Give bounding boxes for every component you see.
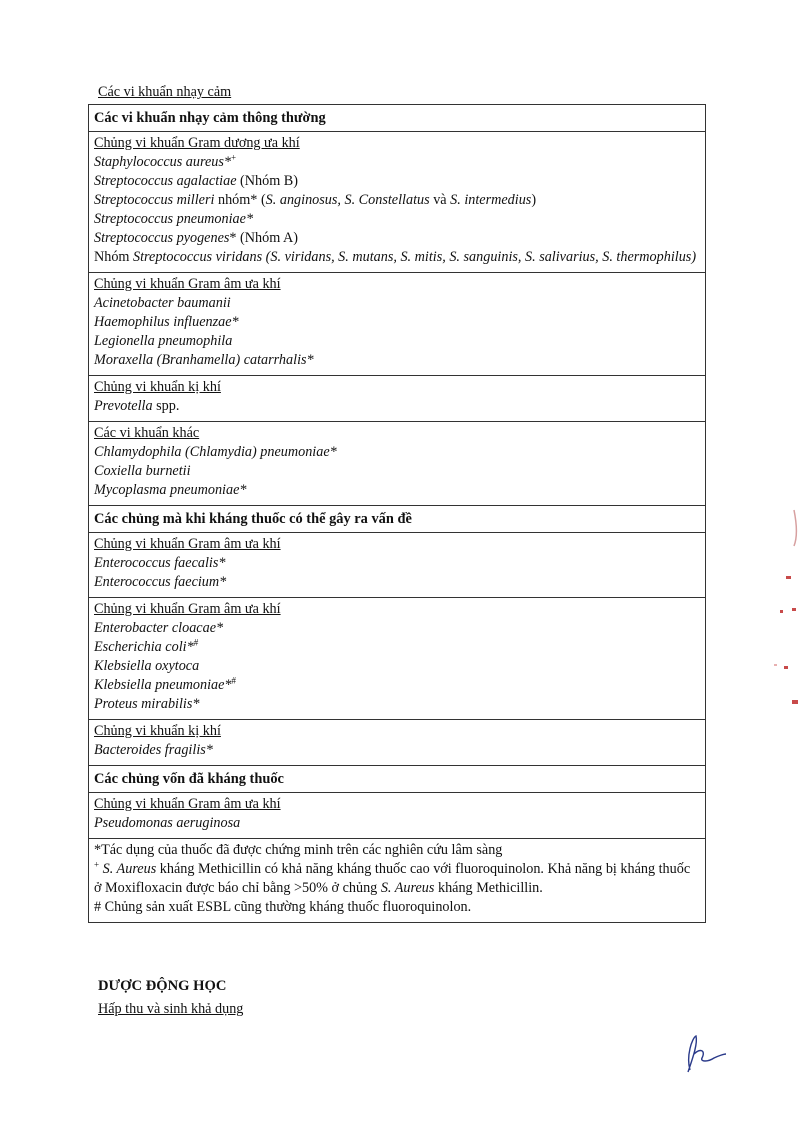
- group-cell: [89, 533, 706, 598]
- antibacterial-spectrum-table: [88, 104, 706, 923]
- footnote-efficacy: *Tác dụng của thuốc đã được chứng minh trên các nghiên cứu lâm sàng: [94, 842, 503, 858]
- group-label: Chủng vi khuẩn Gram âm ưa khí: [94, 536, 281, 552]
- table-row: [89, 422, 706, 506]
- species-item: Staphylococcus aureus*+: [94, 152, 237, 170]
- section-heading-resistant: Các chủng vốn đã kháng thuốc: [89, 766, 706, 793]
- table-caption: Các vi khuẩn nhạy cảm: [98, 84, 232, 100]
- section-heading-common: Các vi khuẩn nhạy cảm thông thường: [89, 105, 706, 132]
- species-item: Klebsiella pneumoniae*#: [94, 675, 237, 693]
- page-edge-marks: [772, 500, 800, 730]
- group-cell: [89, 376, 706, 422]
- footnote-esbl: # Chủng sản xuất ESBL cũng thường kháng thuốc fluoroquinolon.: [94, 899, 472, 915]
- species-item: Prevotella spp.: [94, 398, 180, 414]
- species-item: Chlamydophila (Chlamydia) pneumoniae*: [94, 444, 337, 460]
- table-row: [89, 793, 706, 839]
- table-row: [89, 839, 706, 923]
- group-cell: [89, 598, 706, 720]
- group-cell: [89, 720, 706, 766]
- group-label: Chủng vi khuẩn kị khí: [94, 723, 221, 739]
- group-cell: [89, 422, 706, 506]
- table-row: [89, 273, 706, 376]
- group-label: Chủng vi khuẩn Gram âm ưa khí: [94, 601, 281, 617]
- group-cell: [89, 793, 706, 839]
- group-label: Các vi khuẩn khác: [94, 425, 200, 441]
- table-row: [89, 132, 706, 273]
- subsection-title: Hấp thu và sinh khả dụng: [98, 1001, 244, 1017]
- species-item: Enterobacter cloacae*: [94, 620, 224, 636]
- species-item: Streptococcus agalactiae (Nhóm B): [94, 173, 298, 189]
- group-label: Chủng vi khuẩn Gram âm ưa khí: [94, 276, 281, 292]
- table-row: [89, 533, 706, 598]
- species-item: Klebsiella oxytoca: [94, 658, 200, 674]
- table-row: [89, 766, 706, 793]
- species-item: Enterococcus faecium*: [94, 574, 227, 590]
- species-item: Escherichia coli*#: [94, 637, 199, 655]
- table-row: [89, 506, 706, 533]
- section-heading-problem: Các chủng mà khi kháng thuốc có thể gây ra vấn đề: [89, 506, 706, 533]
- group-cell: [89, 273, 706, 376]
- table-row: [89, 720, 706, 766]
- species-item: Haemophilus influenzae*: [94, 314, 239, 330]
- species-item: Moraxella (Branhamella) catarrhalis*: [94, 352, 314, 368]
- species-item: Coxiella burnetii: [94, 463, 191, 479]
- signature-mark: [680, 1032, 728, 1076]
- species-item: Streptococcus pneumoniae*: [94, 211, 254, 227]
- species-item: Bacteroides fragilis*: [94, 742, 213, 758]
- table-row: [89, 598, 706, 720]
- footnote-mrsa: + S. Aureus kháng Methicillin có khả năng kháng thuốc cao với fluoroquinolon. Khả năng bị kháng thuốc ở Moxifloxacin được báo chỉ bằng >50% ở chủng S. Aureus kháng Methicillin.: [94, 859, 691, 896]
- species-item: Nhóm Streptococcus viridans (S. viridans, S. mutans, S. mitis, S. sanguinis, S. salivarius, S. thermophilus): [94, 249, 697, 265]
- group-label: Chủng vi khuẩn kị khí: [94, 379, 221, 395]
- species-item: Proteus mirabilis*: [94, 696, 200, 712]
- species-item: Streptococcus milleri nhóm* (S. anginosus, S. Constellatus và S. intermedius): [94, 192, 537, 208]
- species-item: Enterococcus faecalis*: [94, 555, 226, 571]
- species-item: Streptococcus pyogenes* (Nhóm A): [94, 230, 298, 246]
- section-title: DƯỢC ĐỘNG HỌC: [98, 978, 227, 994]
- species-item: Legionella pneumophila: [94, 333, 233, 349]
- species-item: Acinetobacter baumanii: [94, 295, 231, 311]
- table-row: [89, 105, 706, 132]
- table-row: [89, 376, 706, 422]
- group-label: Chủng vi khuẩn Gram dương ưa khí: [94, 135, 300, 151]
- species-item: Pseudomonas aeruginosa: [94, 815, 241, 831]
- footnotes-cell: [89, 839, 706, 923]
- species-item: Mycoplasma pneumoniae*: [94, 482, 247, 498]
- group-cell: [89, 132, 706, 273]
- group-label: Chủng vi khuẩn Gram âm ưa khí: [94, 796, 281, 812]
